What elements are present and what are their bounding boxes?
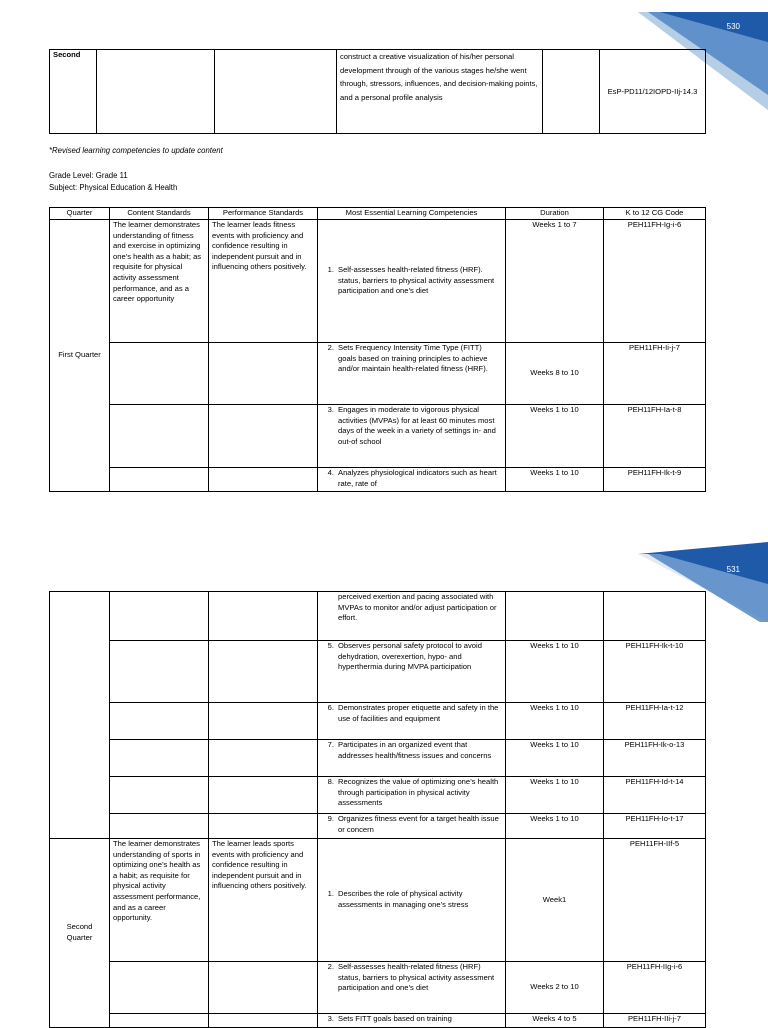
top-table	[49, 49, 706, 134]
competency-table-continued	[49, 591, 706, 1028]
table-row: First Quarter The learner demonstrates understanding of fitness and exercise in optimizing one’s health as a habit; as requisite for physical activity assessment performance, and as a career opportunity The learner leads fitness events with proficiency and confidence resulting in independent pursuit and in influencing others positively. 1. Self-assesses health-related fitness (HRF). status, barriers to physical activity assessment participation and one’s diet Weeks 1 to 7 PEH11FH-Ig-i-6	[50, 220, 706, 343]
table-row: 3. Engages in moderate to vigorous physical activities (MVPAs) for at least 60 minutes most days of the week in a variety of settings in- and out-of school Weeks 1 to 10 PEH11FH-Ia-t-8	[50, 405, 706, 468]
grade-level: Grade Level: Grade 11	[49, 171, 128, 180]
competency-cell: construct a creative visualization of his/her personal development through of the various stages he/she went through, stressors, influences, and decision-making points, and a personal profile analysis	[337, 50, 543, 134]
quarter-label: Second Quarter	[50, 839, 110, 1028]
table-row: 4. Analyzes physiological indicators such as heart rate, rate of Weeks 1 to 10 PEH11FH-Ik-t-9	[50, 468, 706, 492]
code-cell: EsP-PD11/12IOPD-IIj-14.3	[600, 50, 706, 134]
competency-table	[49, 207, 706, 492]
revised-note: *Revised learning competencies to update content	[49, 146, 223, 155]
table-row: 7. Participates in an organized event that addresses health/fitness issues and concerns Weeks 1 to 10 PEH11FH-Ik-o-13	[50, 740, 706, 777]
quarter-cell: Second	[50, 50, 97, 134]
table-row: 2. Sets Frequency Intensity Time Type (FITT) goals based on training principles to achieve and/or maintain health-related fitness (HRF). Weeks 8 to 10 PEH11FH-Ii-j-7	[50, 343, 706, 405]
subject: Subject: Physical Education & Health	[49, 183, 178, 192]
content-standard: The learner demonstrates understanding of sports in optimizing one’s health as a habit; as requisite for physical activity assessment performance, and as a career opportunity.	[110, 839, 209, 962]
table-row: 6. Demonstrates proper etiquette and safety in the use of facilities and equipment Weeks 1 to 10 PEH11FH-Ia-t-12	[50, 703, 706, 740]
table-row: 9. Organizes fitness event for a target health issue or concern Weeks 1 to 10 PEH11FH-Io-t-17	[50, 814, 706, 839]
header-performance-standards: Performance Standards	[209, 208, 318, 220]
page-number: 530	[726, 22, 740, 31]
content-standard: The learner demonstrates understanding of fitness and exercise in optimizing one’s health as a habit; as requisite for physical activity assessment performance, and as a career opportunity	[110, 220, 209, 343]
table-row: perceived exertion and pacing associated with MVPAs to monitor and/or adjust participation or effort.	[50, 592, 706, 641]
table-row: 5. Observes personal safety protocol to avoid dehydration, overexertion, hypo- and hyperthermia during MVPA participation Weeks 1 to 10 PEH11FH-Ik-t-10	[50, 641, 706, 703]
page-number: 531	[726, 565, 740, 574]
table-row: 2. Self-assesses health-related fitness (HRF) status, barriers to physical activity assessment participation and one’s diet Weeks 2 to 10 PEH11FH-IIg-i-6	[50, 962, 706, 1014]
page-530	[0, 0, 768, 512]
page-531	[0, 512, 768, 1024]
quarter-label: First Quarter	[50, 220, 110, 492]
header-content-standards: Content Standards	[110, 208, 209, 220]
table-row: 3. Sets FITT goals based on training Weeks 4 to 5 PEH11FH-IIi-j-7	[50, 1014, 706, 1028]
performance-standard: The learner leads fitness events with proficiency and confidence resulting in independent pursuit and in influencing others positively.	[209, 220, 318, 343]
header-cg-code: K to 12 CG Code	[604, 208, 706, 220]
header-duration: Duration	[506, 208, 604, 220]
table-row: 8. Recognizes the value of optimizing one’s health through participation in physical activity assessments Weeks 1 to 10 PEH11FH-Id-t-14	[50, 777, 706, 814]
table-row: Second Quarter The learner demonstrates understanding of sports in optimizing one’s health as a habit; as requisite for physical activity assessment performance, and as a career opportunity. The learner leads sports events with proficiency and confidence resulting in independent pursuit and in influencing others positively. 1. Describes the role of physical activity assessments in managing one’s stress Week1 PEH11FH-IIf-5	[50, 839, 706, 962]
header-melc: Most Essential Learning Competencies	[318, 208, 506, 220]
header-quarter: Quarter	[50, 208, 110, 220]
performance-standard: The learner leads sports events with proficiency and confidence resulting in independent pursuit and in influencing others positively.	[209, 839, 318, 962]
